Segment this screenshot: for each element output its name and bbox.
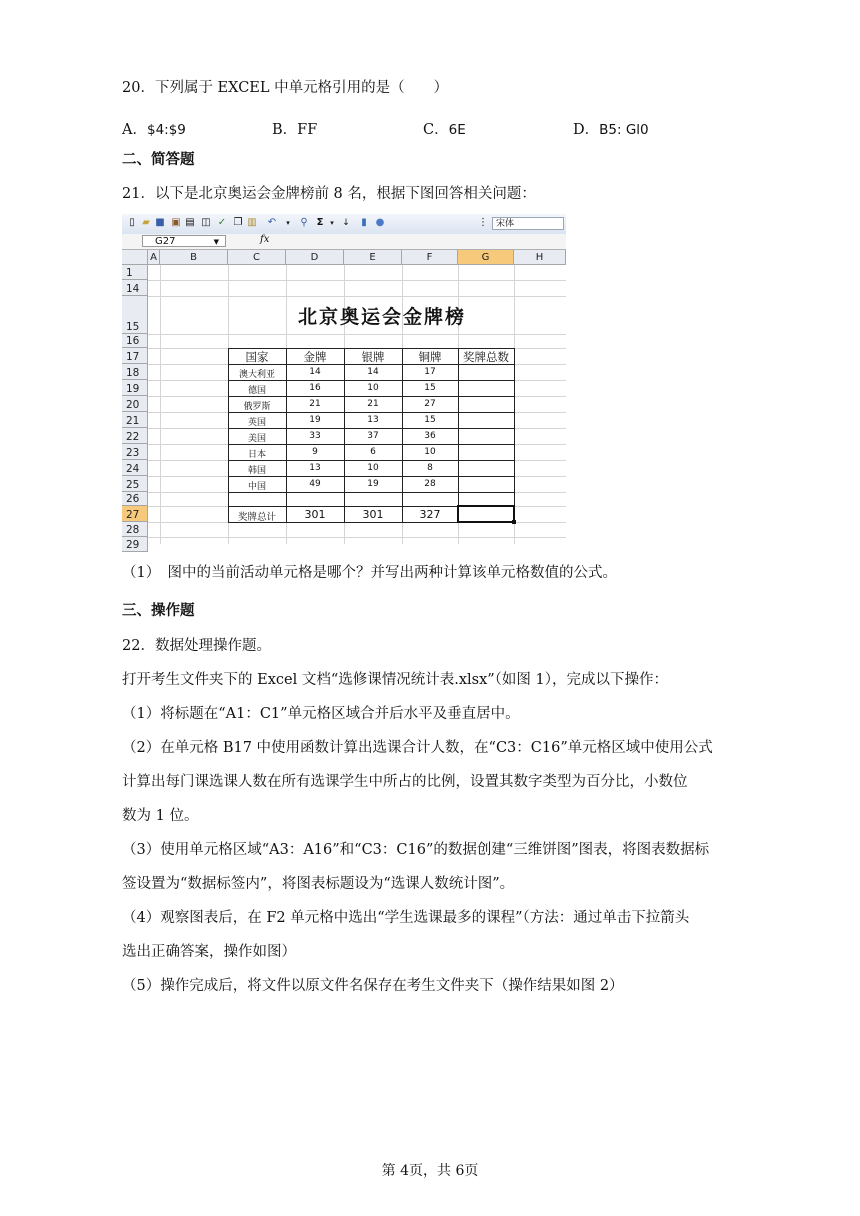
cell-bronze: 36 <box>424 431 436 441</box>
cell-gold: 21 <box>309 399 321 409</box>
cell-bronze: 27 <box>424 399 436 409</box>
print-icon: ▤ <box>185 217 195 228</box>
cell-gold: 9 <box>312 447 318 457</box>
step-4-line-2: 选出正确答案，操作如图） <box>122 944 296 960</box>
column-header-b[interactable]: B <box>160 250 228 265</box>
name-box-value: G27 <box>155 236 176 247</box>
question-21-stem: 21．以下是北京奥运会金牌榜前 8 名，根据下图回答相关问题： <box>122 186 536 202</box>
help-icon: ● <box>375 217 385 228</box>
active-cell-g27[interactable] <box>457 505 515 523</box>
cell-silver: 19 <box>367 479 379 489</box>
cell-country: 日本 <box>247 450 266 460</box>
question-22-stem: 22．数据处理操作题。 <box>122 638 271 654</box>
cell-country: 韩国 <box>247 466 266 476</box>
excel-screenshot <box>122 214 566 551</box>
column-header-f[interactable]: F <box>402 250 458 265</box>
option-b <box>272 118 317 139</box>
paste-icon: ▥ <box>247 217 257 228</box>
section-3-title: 三、操作题 <box>122 602 195 619</box>
option-a-text: $4:$9 <box>146 122 186 138</box>
option-a-label: A． <box>122 122 147 138</box>
row-header-27[interactable]: 27 <box>122 506 148 522</box>
row-header-24[interactable]: 24 <box>122 460 148 476</box>
page-footer: 第 4页，共 6页 <box>381 1163 479 1179</box>
option-d <box>573 118 649 139</box>
cell-bronze: 28 <box>424 479 436 489</box>
fx-icon[interactable]: fx <box>260 234 270 245</box>
new-file-icon: ▯ <box>129 217 135 228</box>
save-icon: ■ <box>155 217 165 228</box>
cell-country: 中国 <box>247 482 266 492</box>
totals-label: 奖牌总计 <box>237 512 276 523</box>
row-header-22[interactable]: 22 <box>122 428 148 444</box>
question-22-intro: 打开考生文件夹下的 Excel 文档“选修课情况统计表.xlsx”（如图 1），完成以下操作： <box>122 672 669 688</box>
medal-table-title: 北京奥运会金牌榜 <box>298 306 467 328</box>
step-5: （5）操作完成后，将文件以原文件名保存在考生文件夹下（操作结果如图 2） <box>122 978 624 994</box>
row-header-26[interactable]: 26 <box>122 492 148 506</box>
option-d-label: D． <box>573 122 600 138</box>
row-header-14[interactable]: 14 <box>122 280 148 296</box>
toolbar-separator-icon: ⋮ <box>478 217 488 228</box>
cell-country: 英国 <box>247 418 266 428</box>
autosum-icon: Σ <box>316 217 324 228</box>
option-c <box>423 118 466 139</box>
undo-dropdown-icon: ▾ <box>286 219 290 227</box>
open-folder-icon: ▰ <box>142 217 150 228</box>
font-name-box[interactable]: 宋体 <box>492 217 564 230</box>
cell-country: 美国 <box>247 434 266 444</box>
spelling-icon: ✓ <box>217 217 227 228</box>
option-b-label: B． <box>272 122 298 138</box>
permission-icon: ▣ <box>171 217 181 228</box>
step-3-line-1: （3）使用单元格区域“A3：A16”和“C3：C16”的数据创建“三维饼图”图表，将图表数据标 <box>122 842 710 858</box>
total-silver: 301 <box>362 508 384 521</box>
cell-silver: 10 <box>367 383 379 393</box>
cell-gold: 16 <box>309 383 321 393</box>
print-preview-icon: ◫ <box>201 217 211 228</box>
autosum-dropdown-icon: ▾ <box>330 219 334 227</box>
header-silver: 银牌 <box>361 350 385 364</box>
header-gold: 金牌 <box>303 350 327 364</box>
cell-bronze: 8 <box>427 463 433 473</box>
row-header-18[interactable]: 18 <box>122 364 148 380</box>
total-gold: 301 <box>304 508 326 521</box>
cell-bronze: 15 <box>424 415 436 425</box>
sort-ascending-icon: ↓ <box>342 218 350 228</box>
section-2-title: 二、简答题 <box>122 151 195 168</box>
option-c-label: C． <box>423 122 449 138</box>
column-header-c[interactable]: C <box>228 250 286 265</box>
step-1: （1）将标题在“A1：C1”单元格区域合并后水平及垂直居中。 <box>122 706 520 722</box>
cell-bronze: 17 <box>424 367 436 377</box>
column-header-h[interactable]: H <box>514 250 566 265</box>
cell-gold: 13 <box>309 463 321 473</box>
cell-silver: 10 <box>367 463 379 473</box>
option-c-text: 6E <box>448 122 466 138</box>
name-box-dropdown-icon[interactable]: ▼ <box>213 238 219 246</box>
cell-gold: 14 <box>309 367 321 377</box>
row-header-29[interactable]: 29 <box>122 537 148 552</box>
cell-silver: 6 <box>370 447 376 457</box>
cell-bronze: 15 <box>424 383 436 393</box>
row-header-17[interactable]: 17 <box>122 348 148 364</box>
cell-silver: 13 <box>367 415 379 425</box>
column-header-e[interactable]: E <box>344 250 402 265</box>
header-country: 国家 <box>245 350 269 364</box>
row-header-28[interactable]: 28 <box>122 522 148 537</box>
cell-silver: 21 <box>367 399 379 409</box>
row-header-23[interactable]: 23 <box>122 444 148 460</box>
column-header-d[interactable]: D <box>286 250 344 265</box>
question-20-stem: 20．下列属于 EXCEL 中单元格引用的是（ ） <box>122 80 449 96</box>
step-2-line-1: （2）在单元格 B17 中使用函数计算出选课合计人数，在“C3：C16”单元格区域中使用公式 <box>122 740 713 756</box>
cell-silver: 14 <box>367 367 379 377</box>
row-header-16[interactable]: 16 <box>122 334 148 348</box>
fill-handle[interactable] <box>512 520 516 524</box>
chart-wizard-icon: ▮ <box>361 217 367 228</box>
undo-icon: ↶ <box>267 217 277 228</box>
row-header-19[interactable]: 19 <box>122 380 148 396</box>
row-header-25[interactable]: 25 <box>122 476 148 492</box>
cell-gold: 19 <box>309 415 321 425</box>
formula-bar <box>122 234 566 250</box>
question-21-subquestion-1: （1） 图中的当前活动单元格是哪个？并写出两种计算该单元格数值的公式。 <box>122 565 617 581</box>
option-a <box>122 118 186 139</box>
cell-bronze: 10 <box>424 447 436 457</box>
step-2-line-2: 计算出每门课选课人数在所有选课学生中所占的比例，设置其数字类型为百分比，小数位 <box>122 774 688 790</box>
cell-gold: 49 <box>309 479 321 489</box>
hyperlink-icon: ⚲ <box>300 217 308 228</box>
header-total-medals: 奖牌总数 <box>463 350 509 364</box>
step-4-line-1: （4）观察图表后，在 F2 单元格中选出“学生选课最多的课程”（方法：通过单击下拉箭头 <box>122 910 690 926</box>
row-header-20[interactable]: 20 <box>122 396 148 412</box>
cell-gold: 33 <box>309 431 321 441</box>
header-bronze: 铜牌 <box>418 350 442 364</box>
row-header-1[interactable]: 1 <box>122 265 148 280</box>
excel-toolbar <box>122 214 566 235</box>
step-3-line-2: 签设置为“数据标签内”，将图表标题设为“选课人数统计图”。 <box>122 876 515 892</box>
name-box[interactable] <box>142 235 226 247</box>
step-2-line-3: 数为 1 位。 <box>122 808 199 824</box>
row-header-15[interactable]: 15 <box>122 296 148 334</box>
row-header-21[interactable]: 21 <box>122 412 148 428</box>
total-bronze: 327 <box>419 508 441 521</box>
cell-country: 俄罗斯 <box>243 402 271 412</box>
cell-country: 澳大利亚 <box>238 370 275 380</box>
cell-silver: 37 <box>367 431 379 441</box>
copy-icon: ❐ <box>233 217 243 228</box>
select-all-corner[interactable] <box>122 250 148 265</box>
column-header-g[interactable]: G <box>458 250 514 265</box>
option-b-text: FF <box>297 122 318 138</box>
cell-country: 德国 <box>247 386 266 396</box>
option-d-text: B5: Gl0 <box>599 122 649 138</box>
column-header-a[interactable]: A <box>148 250 160 265</box>
